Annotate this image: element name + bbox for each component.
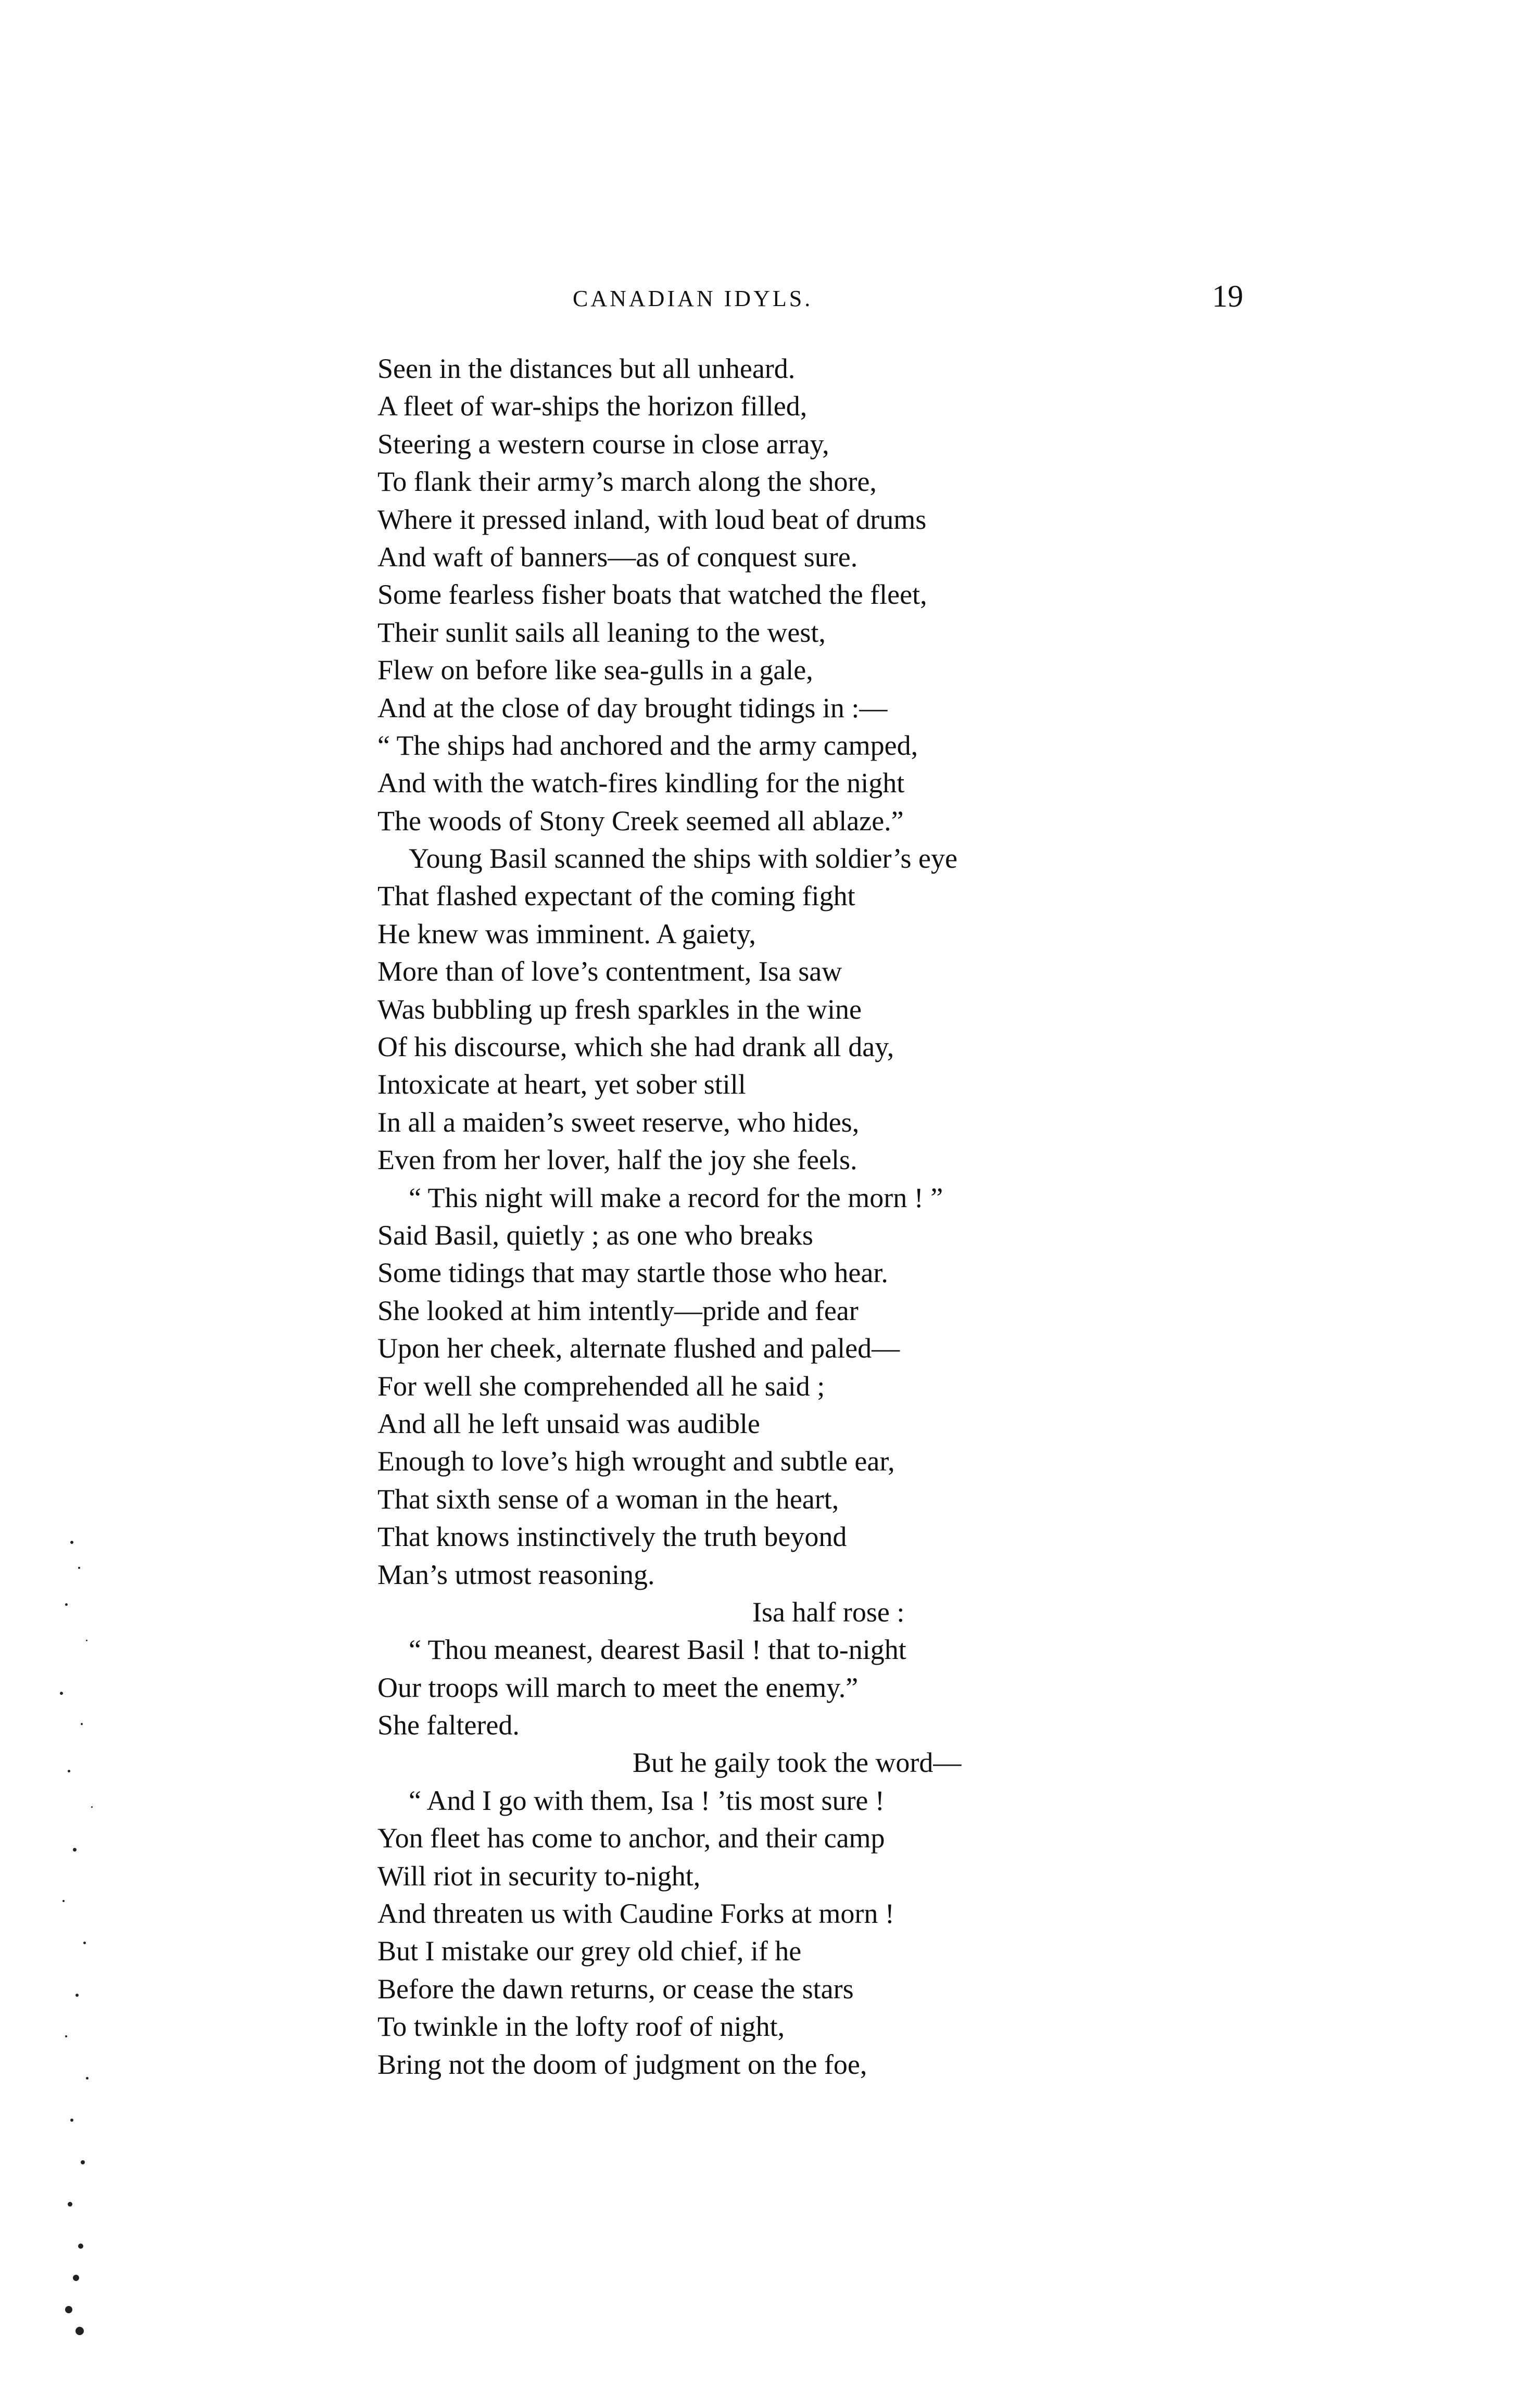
poem-line: Before the dawn returns, or cease the stars xyxy=(377,1973,854,2005)
scan-speck xyxy=(65,2306,72,2313)
poem-line: To twinkle in the lofty roof of night, xyxy=(377,2011,785,2043)
poem-line: But he gaily took the word— xyxy=(633,1747,962,1779)
poem-line: Seen in the distances but all unheard. xyxy=(377,353,796,384)
poem-line: For well she comprehended all he said ; xyxy=(377,1370,825,1402)
poem-line: Steering a western course in close array, xyxy=(377,428,829,460)
scan-speck xyxy=(73,1848,77,1852)
poem-line: Some tidings that may startle those who hear. xyxy=(377,1257,888,1289)
poem-line: Young Basil scanned the ships with soldier’s eye xyxy=(409,843,957,875)
poem-line: Upon her cheek, alternate flushed and paled— xyxy=(377,1333,900,1364)
poem-line: Intoxicate at heart, yet sober still xyxy=(377,1069,746,1100)
scan-speck xyxy=(68,2202,72,2207)
scan-speck xyxy=(73,2275,79,2281)
poem-line: And all he left unsaid was audible xyxy=(377,1408,760,1439)
poem-line: In all a maiden’s sweet reserve, who hides, xyxy=(377,1106,860,1138)
scan-speck xyxy=(81,1723,83,1725)
poem-line: And with the watch-fires kindling for the night xyxy=(377,767,905,799)
poem-line: Was bubbling up fresh sparkles in the wine xyxy=(377,993,862,1025)
running-head: CANADIAN IDYLS. xyxy=(573,286,813,311)
poem-line: That flashed expectant of the coming fight xyxy=(377,880,855,912)
poem-line: Of his discourse, which she had drank all day, xyxy=(377,1031,894,1063)
scan-speck xyxy=(91,1806,93,1808)
scan-speck xyxy=(65,2035,67,2037)
poem-line: Their sunlit sails all leaning to the west, xyxy=(377,616,826,648)
scan-speck xyxy=(81,2160,85,2164)
page-number: 19 xyxy=(1212,279,1243,313)
scan-speck xyxy=(75,2327,84,2335)
poem-line: Bring not the doom of judgment on the foe, xyxy=(377,2048,867,2080)
poem-line: She looked at him intently—pride and fear xyxy=(377,1295,859,1326)
poem-line: Even from her lover, half the joy she feels. xyxy=(377,1144,857,1176)
scan-speck xyxy=(78,2244,83,2249)
scan-margin-debris xyxy=(49,1536,143,2342)
poem-line: “ And I go with them, Isa ! ’tis most sure ! xyxy=(409,1784,885,1816)
poem-line: “ This night will make a record for the morn ! ” xyxy=(409,1182,943,1213)
poem-line: Some fearless fisher boats that watched the fleet, xyxy=(377,579,927,611)
poem-line: The woods of Stony Creek seemed all ablaze.” xyxy=(377,805,904,837)
scan-speck xyxy=(83,1942,86,1944)
poem-body xyxy=(377,350,1158,2083)
poem-line: And at the close of day brought tidings in :— xyxy=(377,692,888,724)
scan-speck xyxy=(75,1994,79,1997)
poem-line: Our troops will march to meet the enemy.” xyxy=(377,1671,859,1703)
poem-line: More than of love’s contentment, Isa saw xyxy=(377,956,842,987)
poem-line: “ The ships had anchored and the army camped, xyxy=(377,729,918,761)
scan-speck xyxy=(86,1640,87,1641)
scan-speck xyxy=(86,2077,89,2080)
poem-line: “ Thou meanest, dearest Basil ! that to-night xyxy=(409,1634,906,1666)
poem-line: Where it pressed inland, with loud beat of drums xyxy=(377,503,927,535)
poem-line: But I mistake our grey old chief, if he xyxy=(377,1935,802,1967)
poem-line: And threaten us with Caudine Forks at morn ! xyxy=(377,1898,894,1930)
poem-line: Said Basil, quietly ; as one who breaks xyxy=(377,1219,813,1251)
poem-line: She faltered. xyxy=(377,1709,520,1741)
poem-line: Enough to love’s high wrought and subtle ear, xyxy=(377,1446,895,1477)
poem-line: Flew on before like sea-gulls in a gale, xyxy=(377,654,813,686)
poem-line: And waft of banners—as of conquest sure. xyxy=(377,541,858,573)
scan-speck xyxy=(70,2119,73,2122)
scan-speck xyxy=(65,1603,68,1606)
poem-line: Man’s utmost reasoning. xyxy=(377,1558,655,1590)
scan-speck xyxy=(60,1692,63,1695)
scan-speck xyxy=(68,1770,70,1772)
poem-line: Yon fleet has come to anchor, and their camp xyxy=(377,1822,885,1854)
poem-line: He knew was imminent. A gaiety, xyxy=(377,918,756,949)
scan-speck xyxy=(70,1541,73,1544)
poem-line: That knows instinctively the truth beyond xyxy=(377,1521,847,1553)
poem-line: Will riot in security to-night, xyxy=(377,1860,701,1892)
poem-line: Isa half rose : xyxy=(752,1596,905,1628)
scan-speck xyxy=(62,1900,65,1902)
poem-line: A fleet of war-ships the horizon filled, xyxy=(377,390,808,422)
scan-speck xyxy=(78,1567,80,1569)
poem-line: That sixth sense of a woman in the heart, xyxy=(377,1483,839,1515)
poem-line: To flank their army’s march along the shore, xyxy=(377,466,877,498)
